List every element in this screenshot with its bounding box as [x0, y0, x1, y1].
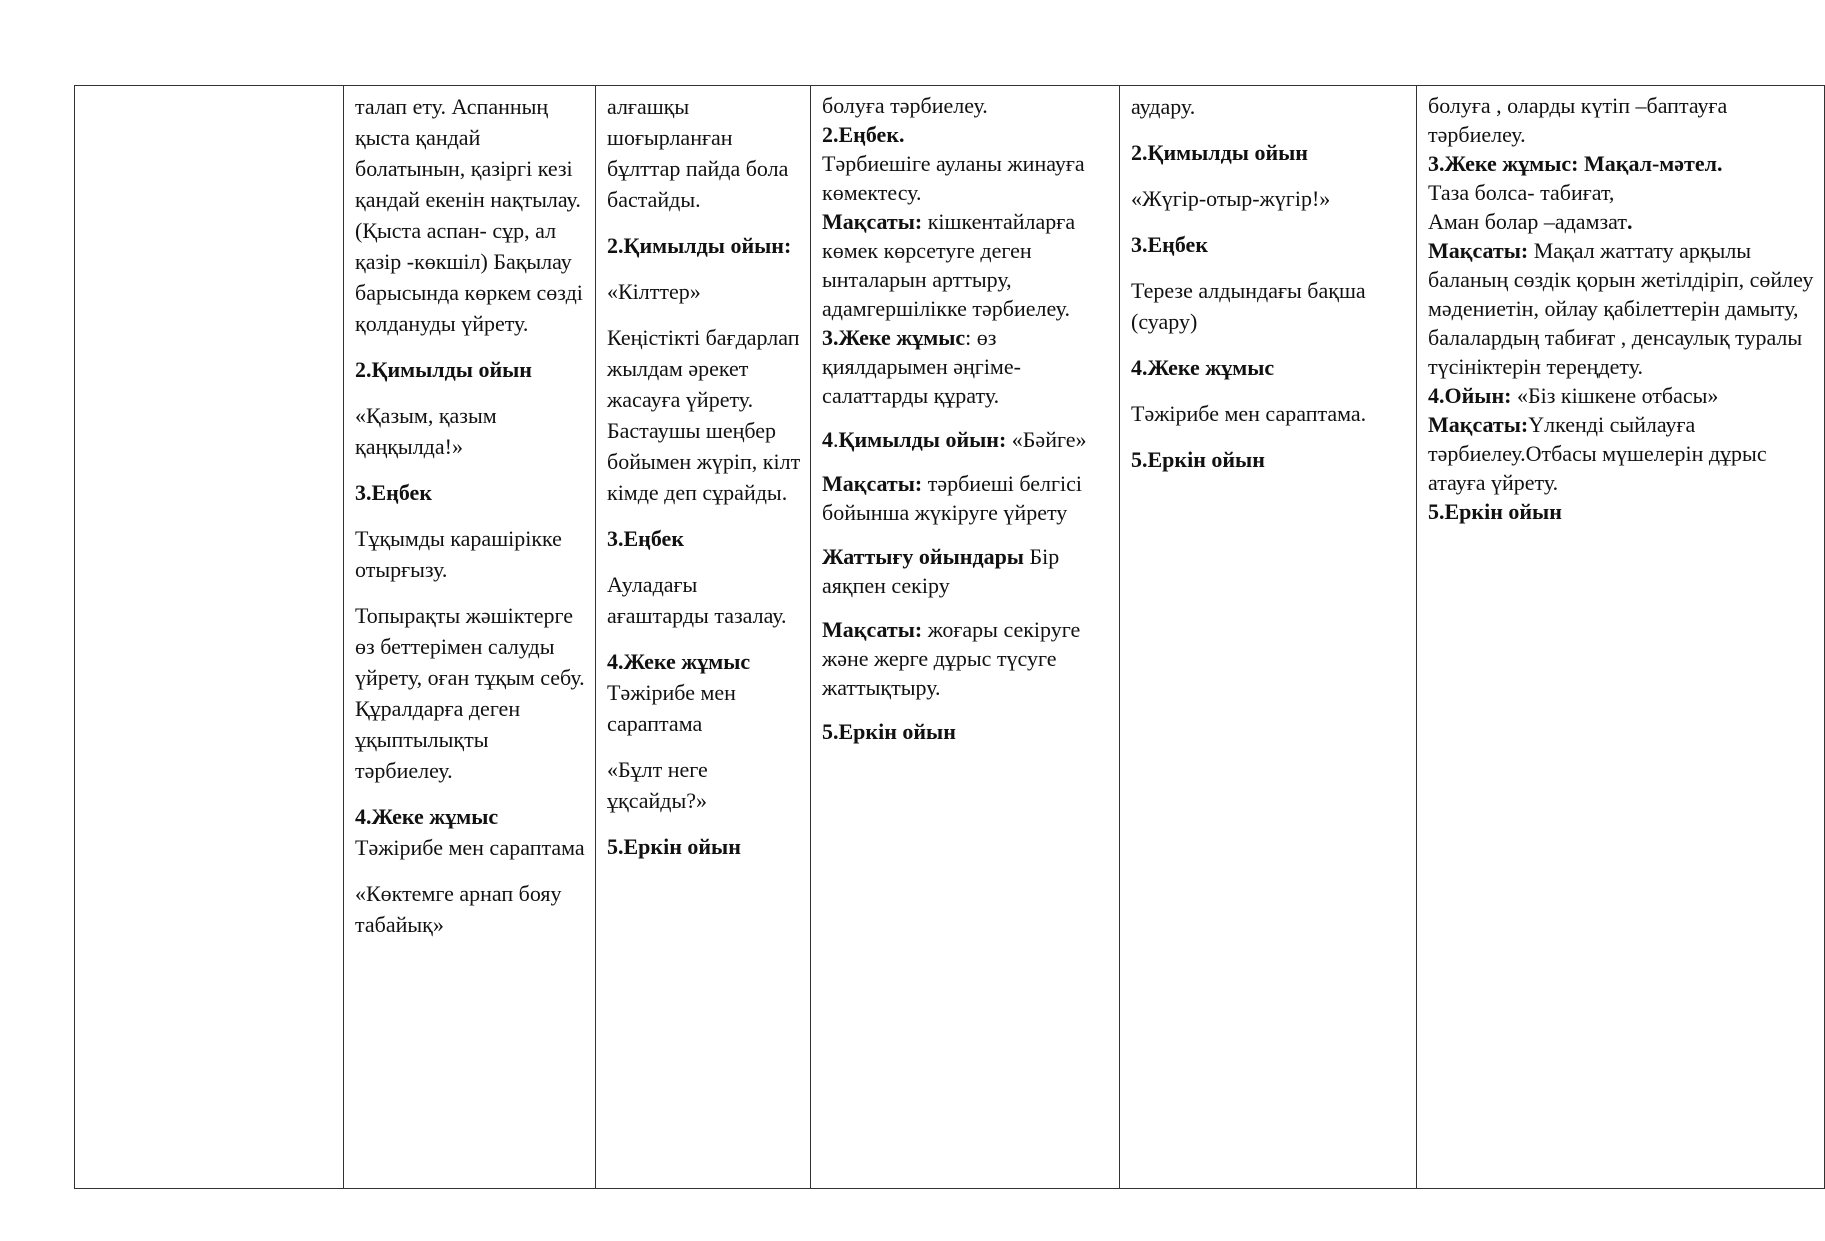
col2-heading-game: 2.Қимылды ойын: — [607, 233, 792, 258]
col3-individual-text: : өз қиялдарымен әңгіме-салаттарды құрату. — [822, 325, 1021, 408]
col3-labour-text: Тәрбиешіге ауланы жинауға көмектесу. — [822, 151, 1085, 205]
col1-labour-detail: Топырақты жәшіктерге өз беттерімен салуды үйрету, оған тұқым себу. Құралдарға деген ұқыптылықты тәрбиелеу. — [355, 603, 585, 783]
col5-proverb-dot: . — [1627, 209, 1633, 234]
col2-heading-individual: 4.Жеке жұмыс — [607, 649, 751, 674]
col3-exercise-text: Бір аяқпен секіру — [822, 544, 1060, 598]
col5-intro: болуға , оларды күтіп –баптауға тәрбиелеу. — [1428, 93, 1728, 147]
col5-goal2-label: Мақсаты: — [1428, 412, 1529, 437]
table-row — [75, 86, 1825, 1189]
col5-heading-game: 4.Ойын: — [1428, 383, 1512, 408]
col2-game-name: «Кілттер» — [607, 279, 701, 304]
col3-goal3-label: Мақсаты: — [822, 617, 923, 642]
col3-goal2-label: Мақсаты: — [822, 471, 923, 496]
empty-first-column-cell — [75, 86, 344, 1189]
col1-heading-individual: 4.Жеке жұмыс — [355, 804, 499, 829]
col3-goal2-text: тәрбиеші белгісі бойынша жүкіруге үйрету — [822, 471, 1083, 525]
col1-intro: талап ету. Аспанның қыста қандай болатынын, қазіргі кезі қандай екенін нақтылау. (Қыста аспан- сұр, ал қазір -көкшіл) Бақылау барысында көркем сөзді қолдануды үйрету. — [355, 94, 583, 336]
col3-goal-label: Мақсаты: — [822, 209, 923, 234]
col5-heading-individual: 3.Жеке жұмыс: Мақал-мәтел. — [1428, 151, 1723, 176]
col5-goal-text: Мақал жаттату арқылы баланың сөздік қорын жетілдіріп, сөйлеу мәдениетін, ойлау қабілеттерін дамыту, балалардың табиғат , денсаулық туралы түсініктерін тереңдету. — [1428, 238, 1814, 379]
col1-closing-text: «Көктемге арнап бояу табайық» — [355, 881, 562, 937]
col3-heading-game-number: 4 — [822, 427, 833, 452]
col1-heading-labour: 3.Еңбек — [355, 480, 432, 505]
col2-heading-free-play: 5.Еркін ойын — [607, 834, 741, 859]
col2-heading-labour: 3.Еңбек — [607, 526, 684, 551]
col3-heading-labour: 2.Еңбек. — [822, 122, 905, 147]
col4-intro: аудару. — [1131, 94, 1196, 119]
col2-labour-text: Ауладағы ағаштарды тазалау. — [607, 572, 787, 628]
col3-heading-free-play: 5.Еркін ойын — [822, 719, 956, 744]
col3-goal-text: кішкентайларға көмек көрсетуге деген ынталарын арттыру, адамгершілікке тәрбиелеу. — [822, 209, 1076, 321]
col2-game-detail: Кеңістікті бағдарлап жылдам әрекет жасауға үйрету. Бастаушы шеңбер бойымен жүріп, кілт кімде деп сұрайды. — [607, 325, 801, 505]
col4-heading-free-play: 5.Еркін ойын — [1131, 447, 1265, 472]
col2-cloud-question: «Бұлт неге ұқсайды?» — [607, 757, 708, 813]
col2-individual-text: Тәжірибе мен сараптама — [607, 680, 736, 736]
col3-goal3-text: жоғары секіруге және жерге дұрыс түсуге жаттықтыру. — [822, 617, 1081, 700]
column-1-cell — [344, 86, 596, 1189]
col5-proverb-line-1: Таза болса- табиғат, — [1428, 180, 1615, 205]
col1-game-name: «Қазым, қазым қаңқылда!» — [355, 403, 497, 459]
column-4-cell — [1120, 86, 1417, 1189]
col4-labour-text: Терезе алдындағы бақша (суару) — [1131, 278, 1366, 334]
plan-table — [74, 85, 1825, 1189]
column-2-cell — [596, 86, 811, 1189]
col4-individual-text: Тәжірибе мен сараптама. — [1131, 401, 1367, 426]
col3-game-name: «Бәйге» — [1006, 427, 1087, 452]
col4-heading-game: 2.Қимылды ойын — [1131, 140, 1308, 165]
col1-labour-text: Тұқымды карашірікке отырғызу. — [355, 526, 562, 582]
col3-exercise-label: Жаттығу ойындары — [822, 544, 1024, 569]
col5-heading-free-play: 5.Еркін ойын — [1428, 499, 1562, 524]
col4-heading-individual: 4.Жеке жұмыс — [1131, 355, 1275, 380]
col3-intro: болуға тәрбиелеу. — [822, 93, 988, 118]
col1-heading-game: 2.Қимылды ойын — [355, 357, 532, 382]
col3-heading-game: Қимылды ойын: — [838, 427, 1007, 452]
col4-heading-labour: 3.Еңбек — [1131, 232, 1208, 257]
col4-game-name: «Жүгір-отыр-жүгір!» — [1131, 186, 1331, 211]
col5-goal-label: Мақсаты: — [1428, 238, 1529, 263]
col3-heading-dot: . — [833, 427, 839, 452]
col1-individual-text: Тәжірибе мен сараптама — [355, 835, 585, 860]
col2-intro: алғашқы шоғырланған бұлттар пайда бола бастайды. — [607, 94, 789, 212]
col5-goal2-text: Үлкенді сыйлауға тәрбиелеу.Отбасы мүшелерін дұрыс атауға үйрету. — [1428, 412, 1767, 495]
col3-heading-individual: 3.Жеке жұмыс — [822, 325, 966, 350]
col5-game-name: «Біз кішкене отбасы» — [1511, 383, 1719, 408]
col5-proverb-line-2: Аман болар –адамзат — [1428, 209, 1627, 234]
column-5-cell — [1417, 86, 1825, 1189]
column-3-cell — [811, 86, 1120, 1189]
